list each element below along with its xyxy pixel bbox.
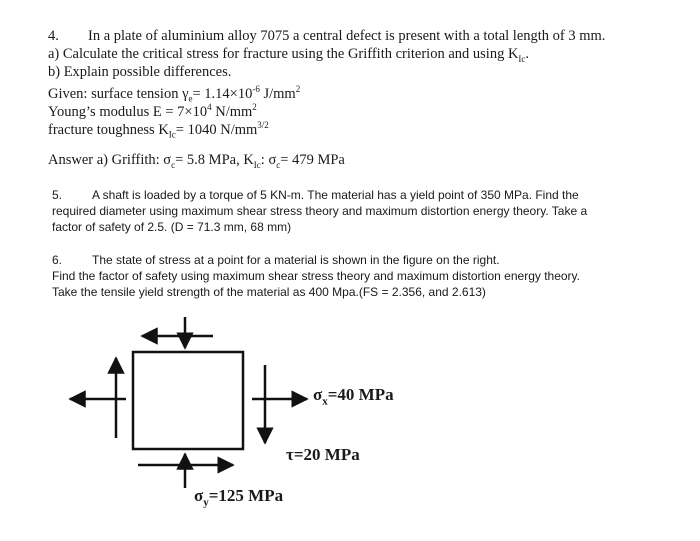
toughness-exp: 3/2 — [257, 120, 269, 130]
sigma-x-label — [313, 385, 394, 407]
answer-sub2: Ic — [253, 159, 261, 170]
given-label: Given: surface tension γ — [48, 85, 189, 102]
q5-line3: factor of safety of 2.5. (D = 71.3 mm, 68 mm) — [52, 220, 292, 234]
modulus-label: Young’s modulus E = 7×10 — [48, 103, 208, 120]
q4-part-a-sub: Ic — [518, 53, 526, 64]
given-exp: -6 — [252, 84, 260, 94]
answer-mid: = 5.8 MPa, K — [175, 152, 254, 168]
modulus-unit: N/mm — [211, 103, 253, 120]
toughness-sub: Ic — [168, 129, 176, 140]
sigma-x-value: =40 MPa — [327, 385, 394, 404]
q6-line1-text: The state of stress at a point for a material is shown in the figure on the right. — [92, 253, 500, 267]
q4-part-a-text: a) Calculate the critical stress for fracture using the Griffith criterion and using K — [48, 46, 519, 62]
modulus-unit-exp: 2 — [252, 102, 257, 112]
sigma-y-label — [194, 486, 283, 508]
q5-line2: required diameter using maximum shear stress theory and maximum distortion energy theory. Take a — [52, 204, 588, 218]
q6-line3: Take the tensile yield strength of the material as 400 Mpa.(FS = 2.356, and 2.613) — [52, 285, 486, 299]
answer-mid2: : σ — [260, 152, 277, 168]
answer-prefix: Answer a) Griffith: σ — [48, 152, 172, 168]
q5-number: 5. — [52, 188, 63, 202]
toughness-label: fracture toughness K — [48, 121, 169, 138]
sigma-y-value: =125 MPa — [208, 486, 284, 505]
q6-number: 6. — [52, 253, 63, 267]
sigma-y-symbol: σ — [194, 486, 204, 505]
answer-sub3: c — [276, 159, 281, 170]
answer-end: = 479 MPa — [280, 152, 345, 168]
given-value: = 1.14×10 — [192, 85, 253, 102]
q4-intro: In a plate of aluminium alloy 7075 a central defect is present with a total length of 3 mm. — [88, 28, 606, 44]
given-unit: J/mm — [259, 85, 296, 102]
sigma-y-sub: y — [203, 496, 209, 509]
given-unit-exp: 2 — [295, 84, 301, 94]
given-sub: e — [188, 93, 193, 104]
tau-label: τ=20 MPa — [286, 445, 360, 464]
toughness-value: = 1040 N/mm — [175, 121, 258, 138]
q6-line2: Find the factor of safety using maximum shear stress theory and maximum distortion energy theory. — [52, 269, 580, 283]
answer-sub1: c — [171, 159, 176, 170]
q4-part-a-end: . — [525, 46, 530, 62]
q5-line1-text: A shaft is loaded by a torque of 5 KN-m. The material has a yield point of 350 MPa. Find the — [92, 188, 579, 202]
q4-part-b: b) Explain possible differences. — [48, 64, 232, 80]
modulus-exp: 4 — [207, 102, 212, 112]
stress-element-square — [133, 352, 243, 449]
sigma-x-sub: x — [322, 395, 328, 408]
q4-number: 4. — [48, 28, 59, 44]
sigma-x-symbol: σ — [313, 385, 323, 404]
